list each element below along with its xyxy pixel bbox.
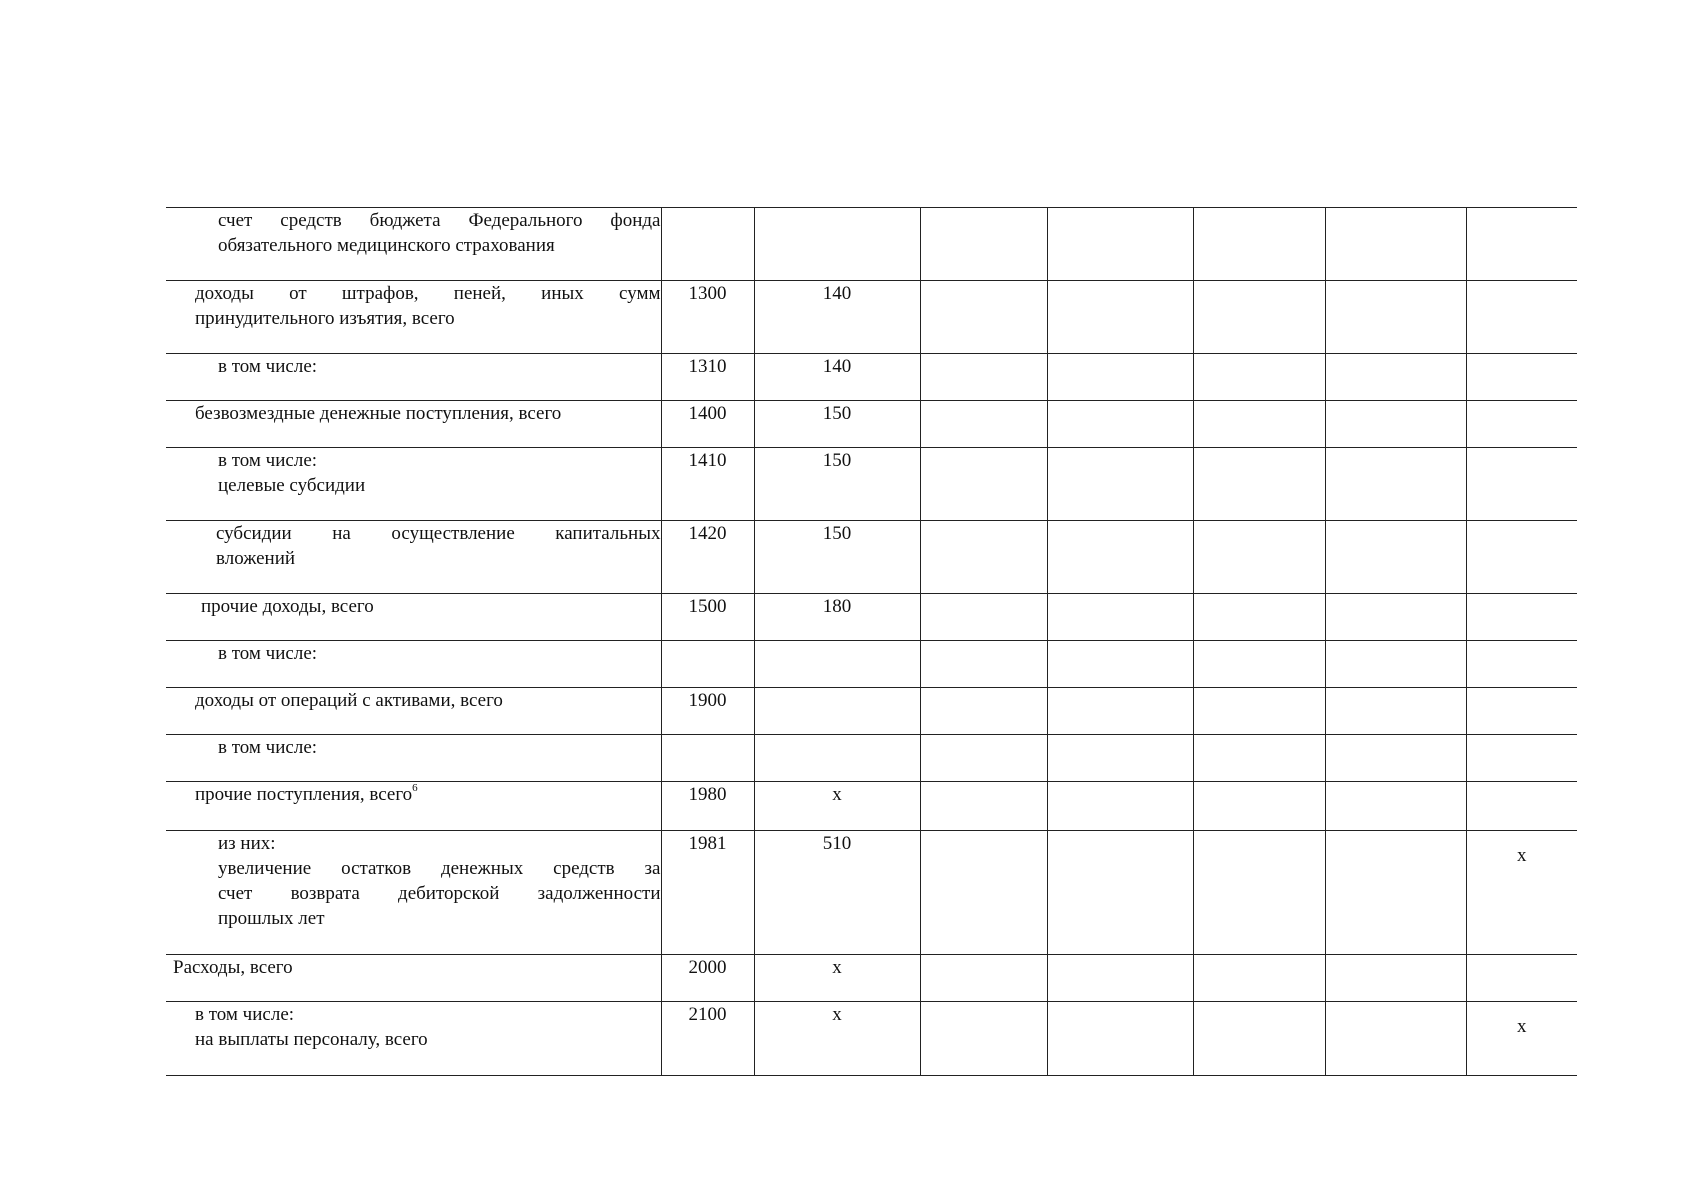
table-row [166, 208, 1577, 281]
value-cell [1325, 955, 1466, 1002]
value-cell [1466, 594, 1577, 641]
value-cell [1047, 594, 1193, 641]
row-name-line: из них: [218, 833, 276, 854]
row-name-cell [166, 735, 661, 782]
row-name-cell [166, 354, 661, 401]
value-cell [920, 735, 1047, 782]
row-name-cell [166, 641, 661, 688]
value-cell [1466, 448, 1577, 521]
value-cell [1047, 955, 1193, 1002]
value-cell [920, 688, 1047, 735]
value-cell [1047, 1002, 1193, 1076]
value-cell [1047, 401, 1193, 448]
row-name-line: в том числе: [218, 450, 318, 471]
value-cell [920, 448, 1047, 521]
row-name-line: на выплаты персоналу, всего [195, 1029, 428, 1050]
value-cell [920, 401, 1047, 448]
value-cell [1193, 448, 1325, 521]
row-name-line: вложений [216, 548, 296, 569]
value-cell [1325, 208, 1466, 281]
row-code-cell: 1500 [661, 594, 754, 641]
value-cell [1325, 831, 1466, 955]
row-name-line: в том числе: [195, 1004, 295, 1025]
row-code-cell: 1900 [661, 688, 754, 735]
row-kbk-cell [754, 208, 920, 281]
value-cell [1047, 831, 1193, 955]
value-cell [1325, 594, 1466, 641]
value-cell [1325, 448, 1466, 521]
value-cell [1193, 641, 1325, 688]
value-cell [1325, 401, 1466, 448]
value-cell [1325, 354, 1466, 401]
value-cell [1325, 521, 1466, 594]
row-kbk-cell [754, 641, 920, 688]
row-code-cell: 1980 [661, 782, 754, 831]
value-cell [1047, 641, 1193, 688]
value-cell [1193, 1002, 1325, 1076]
row-kbk-cell [754, 688, 920, 735]
row-name-text: прочие поступления, всего [195, 784, 413, 805]
table-row [166, 955, 1577, 1002]
row-name-cell [166, 831, 661, 955]
value-cell [920, 1002, 1047, 1076]
value-cell [1193, 401, 1325, 448]
row-name-cell [166, 521, 661, 594]
value-cell [1466, 401, 1577, 448]
row-name-line: обязательного медицинского страхования [218, 235, 555, 256]
table-row [166, 735, 1577, 782]
row-name-cell [166, 594, 661, 641]
value-cell [1466, 521, 1577, 594]
row-name-cell [166, 281, 661, 354]
row-name-line: прочие доходы, всего [201, 596, 374, 617]
row-kbk-cell: 140 [754, 281, 920, 354]
table-row [166, 688, 1577, 735]
row-kbk-cell: 150 [754, 448, 920, 521]
value-cell [1193, 594, 1325, 641]
value-cell [1325, 1002, 1466, 1076]
value-cell [1193, 831, 1325, 955]
value-cell [1466, 641, 1577, 688]
table-row [166, 782, 1577, 831]
value-cell [1193, 735, 1325, 782]
row-code-cell [661, 735, 754, 782]
value-cell [920, 831, 1047, 955]
value-cell [1193, 521, 1325, 594]
value-cell [1466, 955, 1577, 1002]
value-cell [1325, 735, 1466, 782]
row-name-line: принудительного изъятия, всего [195, 308, 455, 329]
row-code-cell [661, 641, 754, 688]
value-cell [1047, 208, 1193, 281]
row-code-cell: 1410 [661, 448, 754, 521]
row-code-cell: 1981 [661, 831, 754, 955]
row-code-cell: 1400 [661, 401, 754, 448]
footnote-marker: 6 [412, 782, 418, 794]
value-cell [1325, 782, 1466, 831]
value-cell [1325, 641, 1466, 688]
value-cell [1047, 782, 1193, 831]
value-cell [1047, 354, 1193, 401]
value-cell [1047, 448, 1193, 521]
row-name-cell [166, 448, 661, 521]
row-name-line: доходы от штрафов, пеней, иных сумм [195, 283, 661, 304]
value-cell [1193, 782, 1325, 831]
value-cell [1193, 354, 1325, 401]
row-name-line: прошлых лет [218, 908, 325, 929]
table-row [166, 281, 1577, 354]
table-row [166, 448, 1577, 521]
row-name-cell [166, 688, 661, 735]
value-cell [920, 281, 1047, 354]
value-cell [1047, 281, 1193, 354]
value-cell [920, 641, 1047, 688]
value-cell [1193, 955, 1325, 1002]
value-cell [920, 782, 1047, 831]
row-name-cell [166, 1002, 661, 1076]
value-cell [1325, 688, 1466, 735]
row-name-line: в том числе: [218, 737, 318, 758]
row-code-cell: 2100 [661, 1002, 754, 1076]
value-cell [1466, 354, 1577, 401]
row-kbk-cell: 140 [754, 354, 920, 401]
table-row [166, 354, 1577, 401]
value-cell [1466, 281, 1577, 354]
row-name-cell [166, 208, 661, 281]
value-cell [920, 521, 1047, 594]
table-row [166, 641, 1577, 688]
value-cell [1466, 782, 1577, 831]
value-cell [1193, 208, 1325, 281]
row-name-line: доходы от операций с активами, всего [195, 690, 503, 711]
row-kbk-cell: х [754, 1002, 920, 1076]
row-name-line: счет средств бюджета Федерального фонда [218, 210, 661, 231]
table-row [166, 1002, 1577, 1076]
row-name-line: счет возврата дебиторской задолженности [218, 883, 661, 904]
value-cell [1325, 281, 1466, 354]
row-code-cell: 2000 [661, 955, 754, 1002]
value-cell: х [1466, 1002, 1577, 1076]
value-cell [1466, 208, 1577, 281]
row-name-line: целевые субсидии [218, 475, 366, 496]
value-cell [1193, 688, 1325, 735]
row-kbk-cell: 180 [754, 594, 920, 641]
value-cell [1193, 281, 1325, 354]
value-cell [920, 208, 1047, 281]
row-kbk-cell: 150 [754, 401, 920, 448]
row-kbk-cell: х [754, 955, 920, 1002]
value-cell: х [1466, 831, 1577, 955]
value-cell [920, 594, 1047, 641]
row-name-cell [166, 401, 661, 448]
row-name-cell [166, 955, 661, 1002]
value-cell [920, 354, 1047, 401]
value-cell [1047, 521, 1193, 594]
row-name-line [195, 782, 661, 807]
value-cell [1466, 735, 1577, 782]
row-code-cell: 1300 [661, 281, 754, 354]
value-cell [920, 955, 1047, 1002]
table-row [166, 594, 1577, 641]
row-name-line: в том числе: [218, 643, 318, 664]
row-kbk-cell: 510 [754, 831, 920, 955]
value-cell [1047, 735, 1193, 782]
row-name-cell [166, 782, 661, 831]
table-row [166, 521, 1577, 594]
row-code-cell: 1420 [661, 521, 754, 594]
row-kbk-cell: х [754, 782, 920, 831]
table-row [166, 831, 1577, 955]
row-kbk-cell: 150 [754, 521, 920, 594]
value-cell [1466, 688, 1577, 735]
row-code-cell: 1310 [661, 354, 754, 401]
row-name-line: в том числе: [218, 356, 318, 377]
table-row [166, 401, 1577, 448]
row-code-cell [661, 208, 754, 281]
value-cell [1047, 688, 1193, 735]
financial-report-table [166, 207, 1577, 1076]
row-name-line: увеличение остатков денежных средств за [218, 858, 661, 879]
row-kbk-cell [754, 735, 920, 782]
row-name-line: Расходы, всего [173, 957, 293, 978]
row-name-line: субсидии на осуществление капитальных [216, 523, 661, 544]
row-name-line: безвозмездные денежные поступления, всего [195, 403, 562, 424]
